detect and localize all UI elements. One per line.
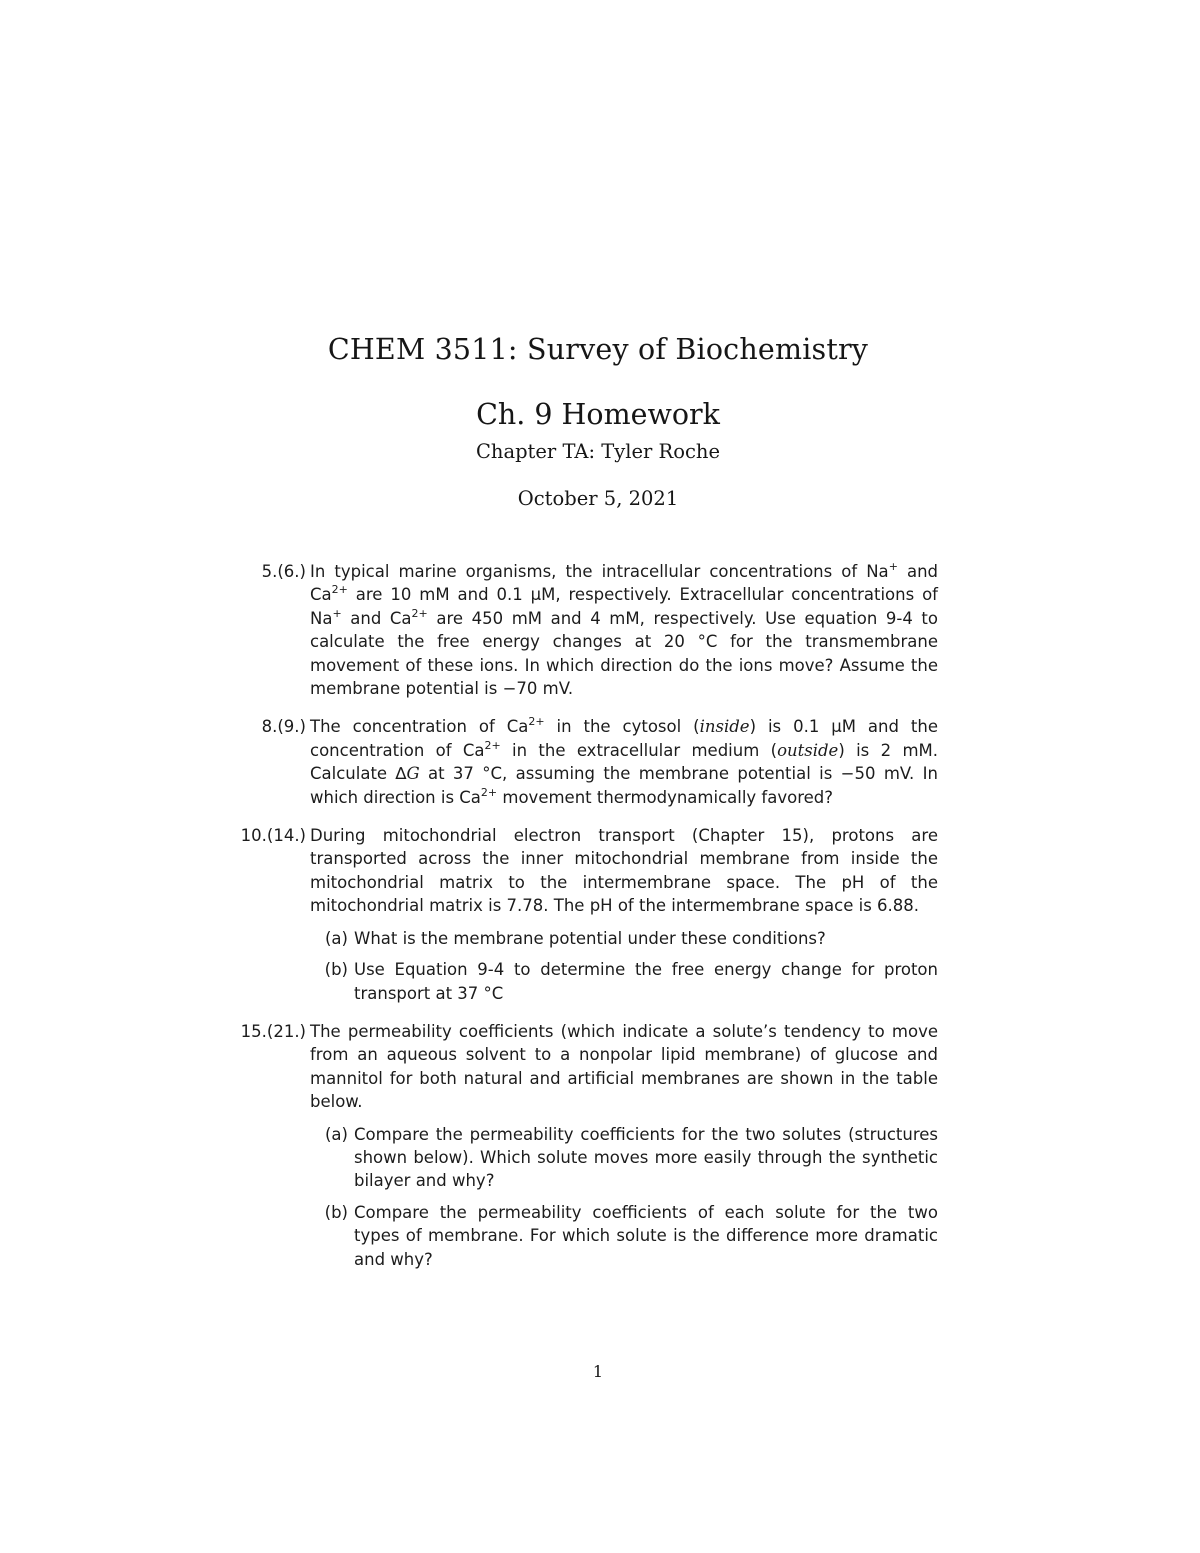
problem-15 — [240, 1020, 938, 1271]
subquestion-text: Use Equation 9-4 to determine the free energy change for proton transport at 37 °C — [354, 960, 938, 1003]
subquestion-label: (a) — [325, 1124, 348, 1144]
document-title: CHEM 3511: Survey of Biochemistry — [327, 333, 869, 367]
subquestion-b — [324, 958, 938, 1005]
problem-text: In typical marine organisms, the intracellular concentrations of Na+ and $Ca^{2+}$ are 10 mM and 0.1 µM, respectively. Extracellular concentrations of Na+ and $Ca^{2+}$ are 450 mM and 4 mM, respectively. Use equation 9-4 to calculate the free energy changes at 20 °C for the transmembrane movement of these ions. In which direction do the ions move? Assume the membrane potential is −70 mV. — [310, 560, 938, 699]
problem-text: The permeability coefficients (which indicate a solute’s tendency to move from an aqueous solvent to a nonpolar lipid membrane) of glucose and mannitol for both natural and artificial membranes are shown in the table below. — [310, 1021, 938, 1112]
chapter-ta: Chapter TA: Tyler Roche — [475, 440, 721, 463]
subquestion-list — [310, 927, 938, 1005]
subquestion-a — [325, 927, 938, 950]
problem-text: The concentration of $Ca^{2+}$ in the cytosol (inside) is 0.1 µM and the concentration of $Ca^{2+}$ in the extracellular medium (outside) is 2 mM. Calculate ∆G at 37 °C, assuming the membrane potential is −50 mV. In which direction is $Ca^{2+}$ movement thermodynamically favored? — [310, 715, 939, 807]
problem-text: During mitochondrial electron transport (Chapter 15), protons are transported across the inner mitochondrial membrane from inside the mitochondrial matrix to the intermembrane space. The pH of the mitochondrial matrix is 7.78. The pH of the intermembrane space is 6.88. — [310, 826, 938, 916]
problem-10 — [240, 824, 938, 1005]
subquestion-text: Compare the permeability coefficients of each solute for the two types of membrane. For which solute is the difference more dramatic and why? — [354, 1202, 938, 1269]
homework-title: Ch. 9 Homework — [476, 397, 720, 431]
subquestion-label: (b) — [324, 960, 348, 980]
problem-8 — [261, 715, 939, 809]
subquestion-label: (a) — [325, 928, 348, 948]
problem-number: 15.(21.) — [240, 1021, 306, 1041]
subquestion-b — [324, 1201, 938, 1271]
problem-number: 5.(6.) — [261, 562, 306, 581]
subquestion-text: Compare the permeability coefficients for the two solutes (structures shown below). Which solute moves more easily through the synthetic bilayer and why? — [354, 1124, 938, 1191]
problem-number: 8.(9.) — [261, 717, 306, 737]
subquestion-label: (b) — [324, 1202, 348, 1222]
subquestion-text: What is the membrane potential under these conditions? — [354, 928, 826, 948]
problem-list — [240, 560, 939, 1286]
problem-5 — [261, 560, 938, 700]
subquestion-list — [310, 1123, 938, 1271]
problem-number: 10.(14.) — [240, 826, 306, 846]
document-date: October 5, 2021 — [517, 487, 679, 510]
subquestion-a — [325, 1123, 938, 1193]
page-number: 1 — [592, 1362, 604, 1381]
